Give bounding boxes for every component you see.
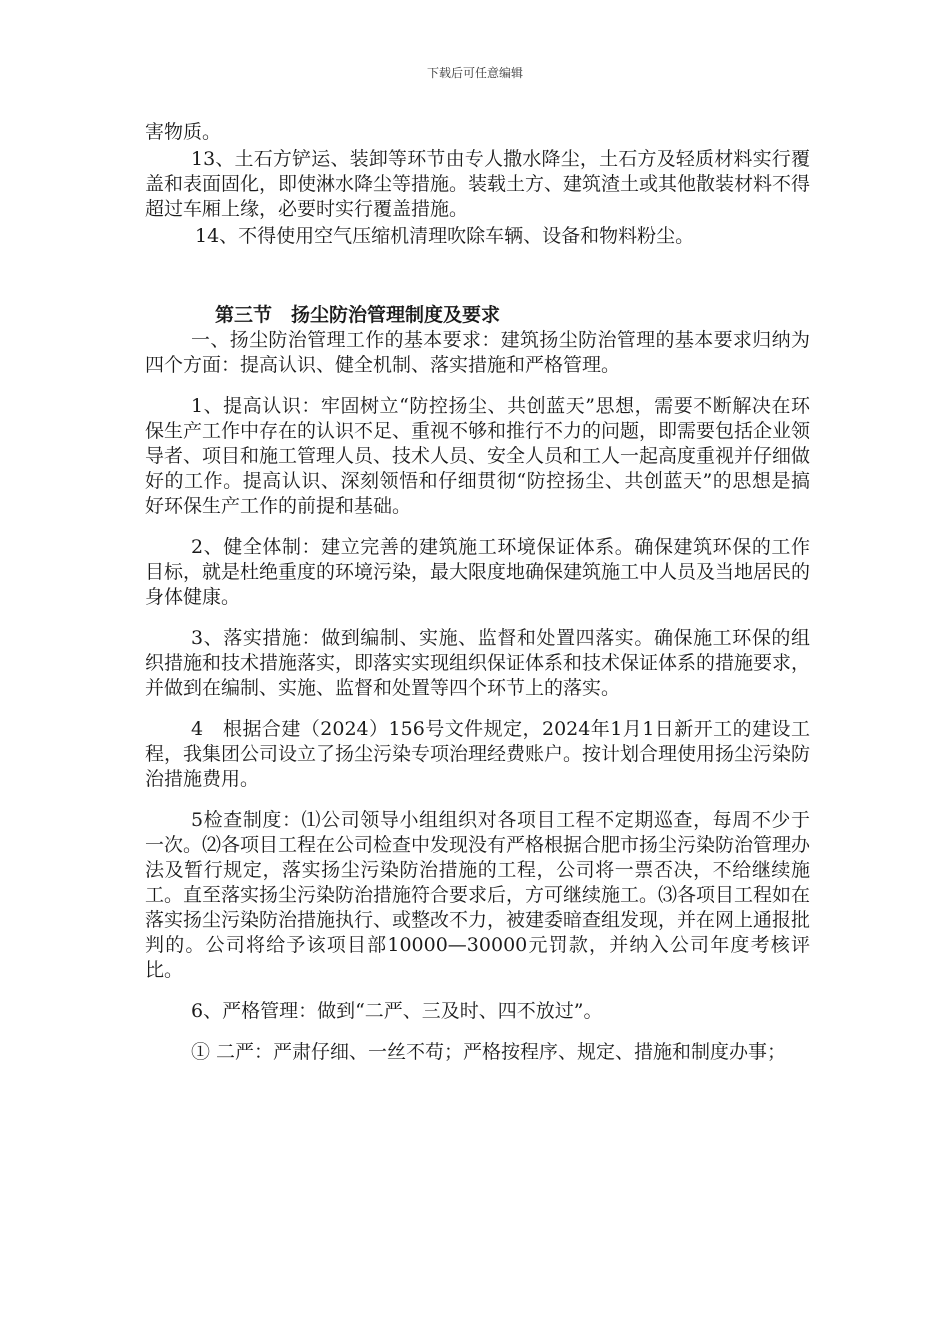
paragraph-implement-measures: 3、落实措施：做到编制、实施、监督和处置四落实。确保施工环保的组织措施和技术措施落实，即落实实现组织保证体系和技术保证体系的措施要求，并做到在编制、实施、监督和处置等四个环节上的落实。 bbox=[145, 627, 811, 699]
paragraph-improve-system: 2、健全体制：建立完善的建筑施工环境保证体系。确保建筑环保的工作目标，就是杜绝重度的环境污染，最大限度地确保建筑施工中人员及当地居民的身体健康。 bbox=[145, 536, 811, 608]
paragraph-basic-requirements: 一、扬尘防治管理工作的基本要求：建筑扬尘防治管理的基本要求归纳为四个方面：提高认识、健全机制、落实措施和严格管理。 bbox=[145, 329, 810, 376]
paragraph-continuation: 害物质。 bbox=[145, 121, 222, 143]
document-body bbox=[145, 120, 810, 1065]
page-header: 下载后可任意编辑 bbox=[426, 66, 523, 80]
paragraph-strict-management: 6、严格管理：做到“二严、三及时、四不放过”。 bbox=[191, 1000, 603, 1022]
paragraph-document-regulation: 4 根据合建（2024）156号文件规定，2024年1月1日新开工的建设工程，我集团公司设立了扬尘污染专项治理经费账户。按计划合理使用扬尘污染防治措施费用。 bbox=[145, 718, 811, 790]
paragraph-item-14: 14、不得使用空气压缩机清理吹除车辆、设备和物料粉尘。 bbox=[195, 225, 695, 247]
paragraph-two-strict: ① 二严：严肃仔细、一丝不苟；严格按程序、规定、措施和制度办事； bbox=[191, 1041, 787, 1063]
paragraph-raise-awareness: 1、提高认识：牢固树立“防控扬尘、共创蓝天”思想，需要不断解决在环保生产工作中存在的认识不足、重视不够和推行不力的问题，即需要包括企业领导者、项目和施工管理人员、技术人员、安全人员和工人一起高度重视并仔细做好的工作。提高认识、深刻领悟和仔细贯彻“防控扬尘、共创蓝天”的思想是搞好环保生产工作的前提和基础。 bbox=[145, 395, 811, 517]
paragraph-inspection-system: 5检查制度：⑴公司领导小组组织对各项目工程不定期巡查，每周不少于一次。⑵各项目工程在公司检查中发现没有严格根据合肥市扬尘污染防治管理办法及暂行规定，落实扬尘污染防治措施的工程，公司将一票否决，不给继续施工。直至落实扬尘污染防治措施符合要求后，方可继续施工。⑶各项目工程如在落实扬尘污染防治措施执行、或整改不力，被建委暗查组发现，并在网上通报批判的。公司将给予该项目部10000—30000元罚款，并纳入公司年度考核评比。 bbox=[145, 809, 811, 981]
section-title: 第三节 扬尘防治管理制度及要求 bbox=[215, 304, 501, 326]
paragraph-item-13: 13、土石方铲运、装卸等环节由专人撒水降尘，土石方及轻质材料实行覆盖和表面固化，即使淋水降尘等措施。装载土方、建筑渣土或其他散装材料不得超过车厢上缘，必要时实行覆盖措施。 bbox=[145, 148, 811, 220]
